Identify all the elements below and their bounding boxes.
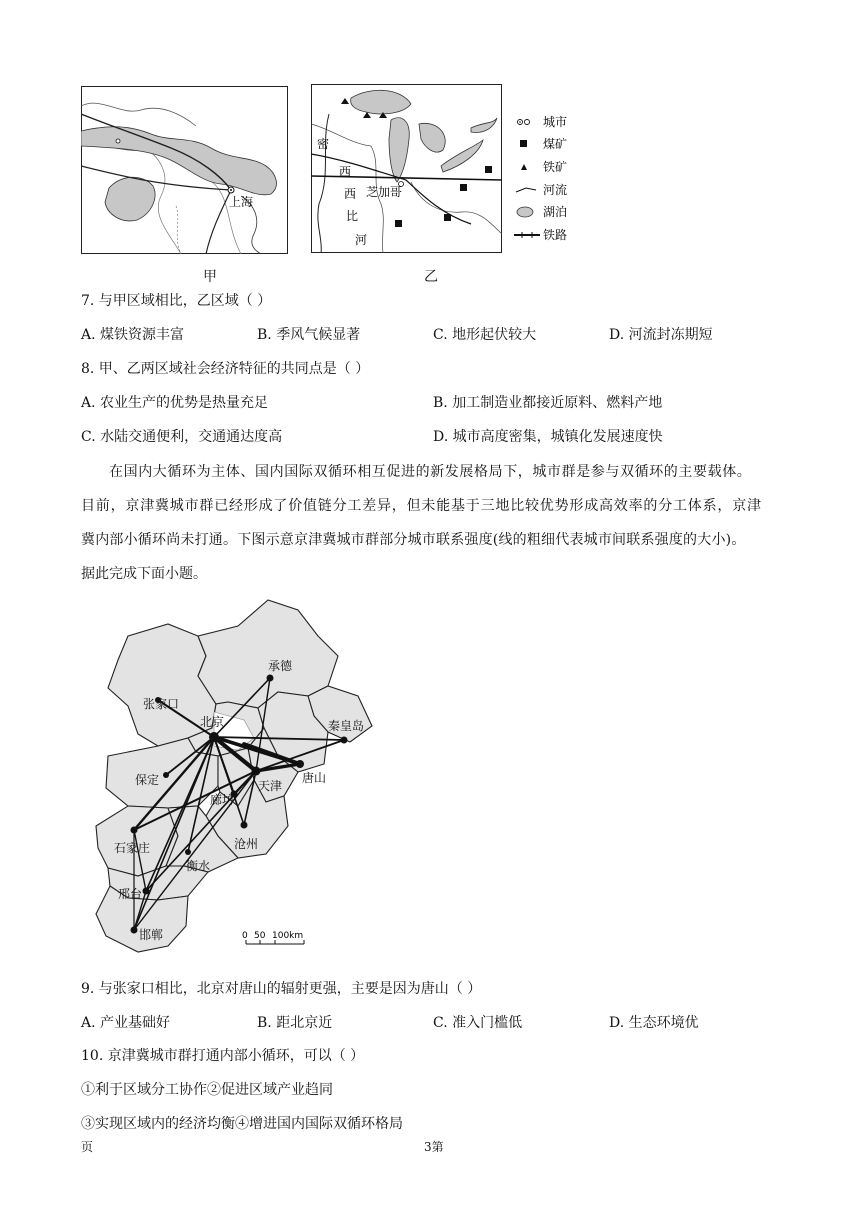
footer-left: 页 bbox=[81, 1140, 94, 1154]
river-char-1: 密 bbox=[317, 137, 330, 151]
question-10-stem: 10. 京津冀城市群打通内部小循环，可以（ ） bbox=[81, 1048, 365, 1064]
question-8-stem: 8. 甲、乙两区域社会经济特征的共同点是（ ） bbox=[81, 361, 370, 377]
q8-option-b: B. 加工制造业都接近原料、燃料产地 bbox=[433, 395, 663, 411]
city-label-chicago: 芝加哥 bbox=[366, 185, 403, 199]
river-char-3: 西 bbox=[344, 187, 357, 201]
city-hengshui: 衡水 bbox=[186, 859, 211, 873]
q9-option-c: C. 准入门槛低 bbox=[433, 1015, 523, 1031]
city-handan: 邯郸 bbox=[139, 928, 164, 942]
jjj-city-map bbox=[88, 596, 388, 958]
q9-option-b: B. 距北京近 bbox=[257, 1015, 333, 1031]
scale-0: 0 bbox=[242, 931, 248, 941]
scale-100km: 100km bbox=[272, 931, 304, 941]
city-shijiazhuang: 石家庄 bbox=[114, 841, 151, 855]
figure-label-jia: 甲 bbox=[203, 269, 217, 285]
q7-option-d: D. 河流封冻期短 bbox=[609, 327, 713, 343]
city-tianjin: 天津 bbox=[258, 779, 283, 793]
q7-option-c: C. 地形起伏较大 bbox=[433, 327, 537, 343]
legend-city: 城市 bbox=[543, 115, 568, 129]
city-cangzhou: 沧州 bbox=[234, 837, 259, 851]
q9-option-d: D. 生态环境优 bbox=[609, 1015, 699, 1031]
legend-river: 河流 bbox=[543, 183, 568, 197]
q10-choices-line-2: ③实现区域内的经济均衡④增进国内国际双循环格局 bbox=[81, 1116, 403, 1132]
legend-iron: 铁矿 bbox=[543, 160, 568, 174]
q10-choices-line-1: ①利于区域分工协作②促进区域产业趋同 bbox=[81, 1082, 333, 1098]
legend-coal: 煤矿 bbox=[543, 137, 568, 151]
city-baoding: 保定 bbox=[135, 773, 160, 787]
city-beijing: 北京 bbox=[200, 715, 225, 729]
passage-line-2: 目前，京津冀城市群已经形成了价值链分工差异，但未能基于三地比较优势形成高效率的分工体系，京津 bbox=[81, 498, 762, 514]
question-9-stem: 9. 与张家口相比，北京对唐山的辐射更强，主要是因为唐山（ ） bbox=[81, 981, 482, 997]
question-7-stem: 7. 与甲区域相比，乙区域（ ） bbox=[81, 293, 272, 309]
map-legend bbox=[512, 110, 592, 250]
river-char-2: 西 bbox=[339, 165, 352, 179]
scale-bar bbox=[242, 931, 304, 944]
legend-lake: 湖泊 bbox=[543, 205, 568, 219]
footer-page-number: 3第 bbox=[424, 1140, 444, 1154]
q7-option-b: B. 季风气候显著 bbox=[257, 327, 361, 343]
city-qinhuangdao: 秦皇岛 bbox=[328, 719, 365, 733]
q9-option-a: A. 产业基础好 bbox=[81, 1015, 171, 1031]
city-label-shanghai: 上海 bbox=[229, 195, 254, 209]
passage-line-3: 冀内部小循环尚未打通。下图示意京津冀城市群部分城市联系强度(线的粗细代表城市间联系强度的大小)。 bbox=[81, 532, 746, 548]
map-yi bbox=[311, 84, 502, 253]
city-xingtai: 邢台 bbox=[118, 887, 143, 901]
city-zhangjiakou: 张家口 bbox=[143, 697, 180, 711]
q8-option-d: D. 城市高度密集，城镇化发展速度快 bbox=[433, 429, 663, 445]
q7-option-a: A. 煤铁资源丰富 bbox=[81, 327, 185, 343]
q8-option-c: C. 水陆交通便利，交通通达度高 bbox=[81, 429, 283, 445]
city-langfang: 廊坊 bbox=[210, 793, 235, 807]
city-tangshan: 唐山 bbox=[302, 771, 327, 785]
passage-line-4: 据此完成下面小题。 bbox=[81, 566, 207, 582]
legend-railway: 铁路 bbox=[543, 228, 568, 242]
river-char-5: 河 bbox=[355, 233, 368, 247]
map-jia bbox=[81, 86, 288, 254]
scale-50: 50 bbox=[254, 931, 266, 941]
figure-label-yi: 乙 bbox=[424, 269, 438, 285]
river-char-4: 比 bbox=[346, 209, 359, 223]
city-chengde: 承德 bbox=[268, 659, 293, 673]
passage-line-1: 在国内大循环为主体、国内国际双循环相互促进的新发展格局下，城市群是参与双循环的主要载体。 bbox=[109, 464, 752, 480]
q8-option-a: A. 农业生产的优势是热量充足 bbox=[81, 395, 269, 411]
